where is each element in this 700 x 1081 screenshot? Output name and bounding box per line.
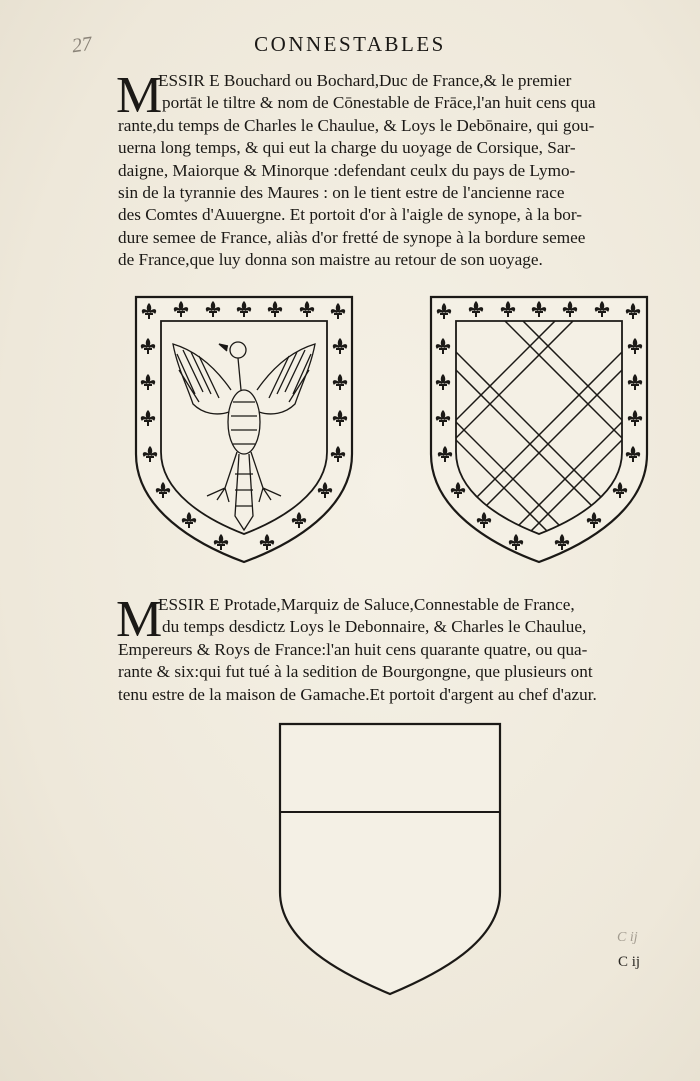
shield-fretty	[428, 294, 650, 566]
shield-chief	[278, 722, 502, 996]
pencil-mark: C ij	[617, 930, 638, 945]
text-line: portāt le tiltre & nom de Cōnestable de Frāce,l'an huit cens qua	[162, 93, 596, 113]
text-line: tenu estre de la maison de Gamache.Et portoit d'argent au chef d'azur.	[118, 684, 597, 704]
text-line: dure semee de France, aliàs d'or fretté de synope à la bordure semee	[118, 227, 586, 247]
text-line: rante & six:qui fut tué à la sedition de Bourgongne, que plusieurs ont	[118, 662, 593, 682]
handwritten-folio-number: 27	[70, 32, 94, 58]
drop-cap: M	[116, 67, 163, 124]
drop-cap: M	[116, 591, 163, 648]
chief-shield-icon	[278, 722, 502, 996]
text-line: de France,que luy donna son maistre au retour de son uoyage.	[118, 250, 543, 270]
entry-protade	[116, 591, 666, 706]
text-line: sin de la tyrannie des Maures : on le tient estre de l'ancienne race	[118, 183, 565, 203]
text-line: daigne, Maiorque & Minorque :defendant ceulx du pays de Lymo-	[118, 160, 576, 180]
text-line: du temps desdictz Loys le Debonnaire, & Charles le Chaulue,	[162, 617, 587, 637]
text-line: ESSIR E Protade,Marquiz de Saluce,Connestable de France,	[158, 595, 575, 614]
text-line: uerna long temps, & qui eut la charge du uoyage de Corsique, Sar-	[118, 138, 576, 158]
text-line: ESSIR E Bouchard ou Bochard,Duc de France,& le premier	[158, 71, 572, 90]
shield-eagle	[133, 294, 355, 566]
entry-bouchard	[116, 67, 666, 272]
fretty-shield-icon	[428, 294, 650, 566]
eagle-shield-icon	[133, 294, 355, 566]
text-line: Empereurs & Roys de France:l'an huit cens quarante quatre, ou qua-	[118, 639, 588, 659]
text-line: rante,du temps de Charles le Chaulue, & Loys le Debōnaire, qui gou-	[118, 115, 595, 135]
running-head: CONNESTABLES	[254, 32, 446, 56]
text-line: des Comtes d'Auuergne. Et portoit d'or à l'aigle de synope, à la bor-	[118, 205, 582, 225]
signature-mark: C ij	[618, 954, 641, 970]
